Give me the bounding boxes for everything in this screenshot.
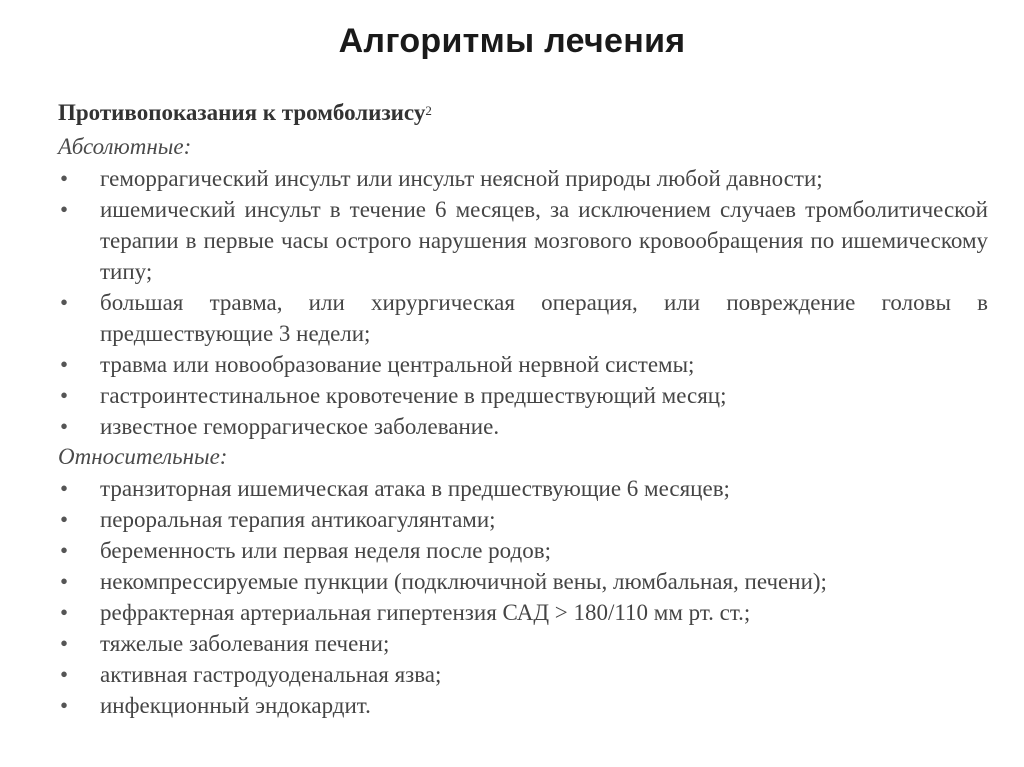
bullet-icon: • — [60, 631, 69, 656]
list-item — [58, 194, 988, 287]
list-item — [58, 287, 988, 349]
relative-list — [58, 473, 988, 721]
bullet-icon: • — [60, 693, 69, 718]
absolute-list — [58, 163, 988, 442]
bullet-icon: • — [60, 383, 69, 408]
list-item — [58, 535, 988, 566]
bullet-icon: • — [60, 352, 69, 377]
bullet-icon: • — [60, 600, 69, 625]
bullet-icon: • — [60, 476, 69, 501]
list-item-text: активная гастродуоденальная язва; — [100, 662, 442, 687]
bullet-icon: • — [60, 507, 69, 532]
bullet-icon: • — [60, 414, 69, 439]
bullet-icon: • — [60, 290, 69, 315]
heading-text: Противопоказания к тромболизису — [58, 100, 426, 125]
list-item-text: большая травма, или хирургическая операция, или повреждение головы в предшествующие 3 недели; — [100, 290, 988, 346]
list-item — [58, 659, 988, 690]
list-item-text: беременность или первая неделя после родов; — [100, 538, 551, 563]
bullet-icon: • — [60, 538, 69, 563]
list-item — [58, 349, 988, 380]
list-item — [58, 628, 988, 659]
heading-footnote-ref: 2 — [425, 103, 432, 118]
list-item-text: рефрактерная артериальная гипертензия САД > 180/110 мм рт. ст.; — [100, 600, 751, 625]
list-item-text: пероральная терапия антикоагулянтами; — [100, 507, 496, 532]
list-item-text: геморрагический инсульт или инсульт неясной природы любой давности; — [100, 166, 823, 191]
list-item-text: транзиторная ишемическая атака в предшествующие 6 месяцев; — [100, 476, 730, 501]
list-item — [58, 504, 988, 535]
list-item — [58, 473, 988, 504]
list-item — [58, 411, 988, 442]
list-item — [58, 163, 988, 194]
relative-section-label: Относительные: — [58, 444, 228, 469]
list-item-text: ишемический инсульт в течение 6 месяцев, за исключением случаев тромболитической терапии в первые часы острого нарушения мозгового кровообращения по ишемическому типу; — [100, 197, 988, 284]
list-item — [58, 597, 988, 628]
document-body — [58, 98, 988, 721]
list-item — [58, 566, 988, 597]
list-item-text: травма или новообразование центральной нервной системы; — [100, 352, 695, 377]
bullet-icon: • — [60, 166, 69, 191]
bullet-icon: • — [60, 197, 69, 222]
list-item-text: гастроинтестинальное кровотечение в предшествующий месяц; — [100, 383, 727, 408]
contraindications-heading — [58, 98, 988, 132]
list-item-text: известное геморрагическое заболевание. — [100, 414, 500, 439]
list-item — [58, 380, 988, 411]
list-item-text: некомпрессируемые пункции (подключичной вены, люмбальная, печени); — [100, 569, 827, 594]
list-item-text: инфекционный эндокардит. — [100, 693, 371, 718]
list-item-text: тяжелые заболевания печени; — [100, 631, 390, 656]
bullet-icon: • — [60, 569, 69, 594]
bullet-icon: • — [60, 662, 69, 687]
slide-title: Алгоритмы лечения — [338, 22, 686, 60]
absolute-section-label: Абсолютные: — [58, 134, 192, 159]
list-item — [58, 690, 988, 721]
